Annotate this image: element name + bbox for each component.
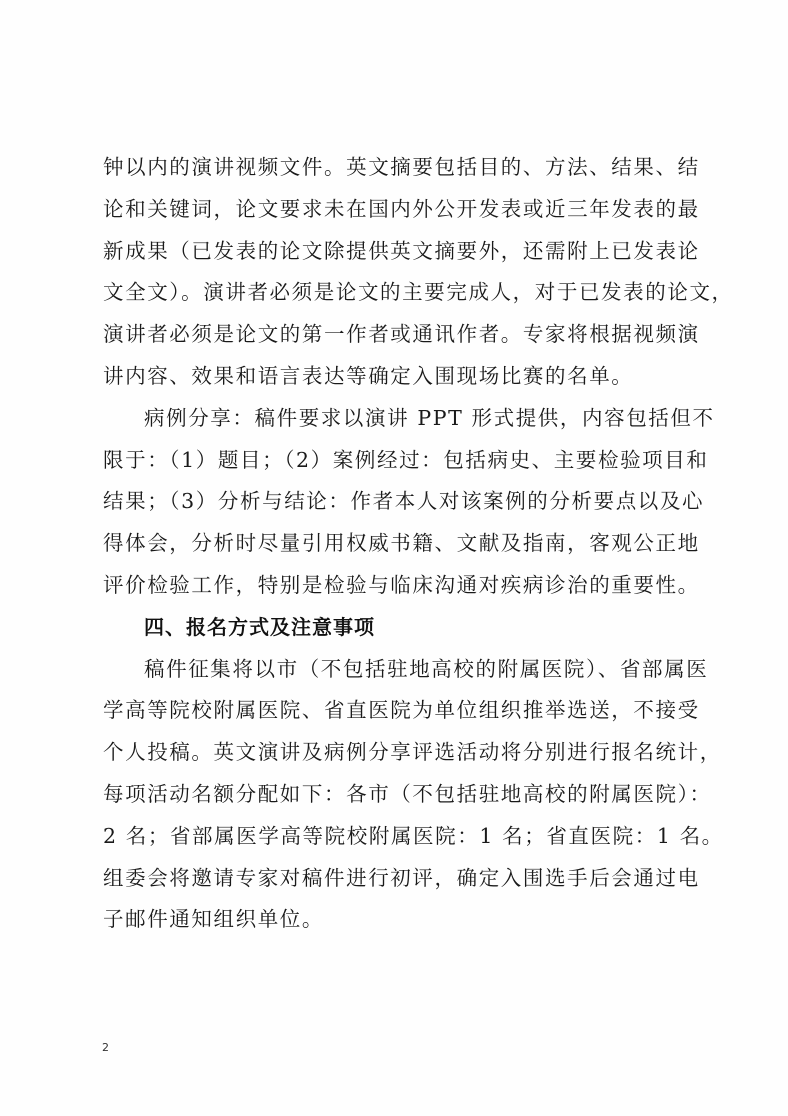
text-line: 学高等院校附属医院、省直医院为单位组织推举选送，不接受 [103, 698, 700, 723]
page-number: 2 [102, 1041, 109, 1054]
text-line: 组委会将邀请专家对稿件进行初评，确定入围选手后会通过电 [103, 865, 700, 890]
text-line: 结果；（3）分析与结论：作者本人对该案例的分析要点以及心 [103, 489, 705, 514]
text-line: 讲内容、效果和语言表达等确定入围现场比赛的名单。 [103, 363, 634, 388]
text-line: 评价检验工作，特别是检验与临床沟通对疾病诊治的重要性。 [103, 572, 700, 597]
text-line: 得体会，分析时尽量引用权威书籍、文献及指南，客观公正地 [103, 531, 700, 556]
text-line: 钟以内的演讲视频文件。英文摘要包括目的、方法、结果、结 [103, 155, 700, 179]
text-line: 论和关键词，论文要求未在国内外公开发表或近三年发表的最 [103, 196, 700, 221]
text-line: 限于：（1）题目；（2）案例经过：包括病史、主要检验项目和 [103, 447, 709, 472]
text-line: 每项活动名额分配如下：各市（不包括驻地高校的附属医院）： [103, 781, 712, 806]
text-line: 文全文）。演讲者必须是论文的主要完成人，对于已发表的论文， [103, 280, 734, 305]
text-line: 个人投稿。英文演讲及病例分享评选活动将分别进行报名统计， [103, 740, 722, 765]
paragraph-english-speech-continued [103, 147, 734, 398]
text-line: 演讲者必须是论文的第一作者或通讯作者。专家将根据视频演 [103, 322, 700, 347]
text-line: 子邮件通知组织单位。 [103, 907, 324, 932]
text-line: 2 名；省部属医学高等院校附属医院：1 名；省直医院：1 名。 [103, 823, 724, 848]
document-body [103, 147, 734, 941]
section-heading: 四、报名方式及注意事项 [144, 614, 375, 639]
text-line: 新成果（已发表的论文除提供英文摘要外，还需附上已发表论 [103, 238, 700, 263]
text-line: 病例分享：稿件要求以演讲 PPT 形式提供，内容包括但不 [144, 405, 715, 430]
paragraph-registration [103, 649, 724, 942]
text-line: 稿件征集将以市（不包括驻地高校的附属医院）、省部属医 [144, 656, 709, 681]
paragraph-case-sharing [103, 398, 715, 607]
